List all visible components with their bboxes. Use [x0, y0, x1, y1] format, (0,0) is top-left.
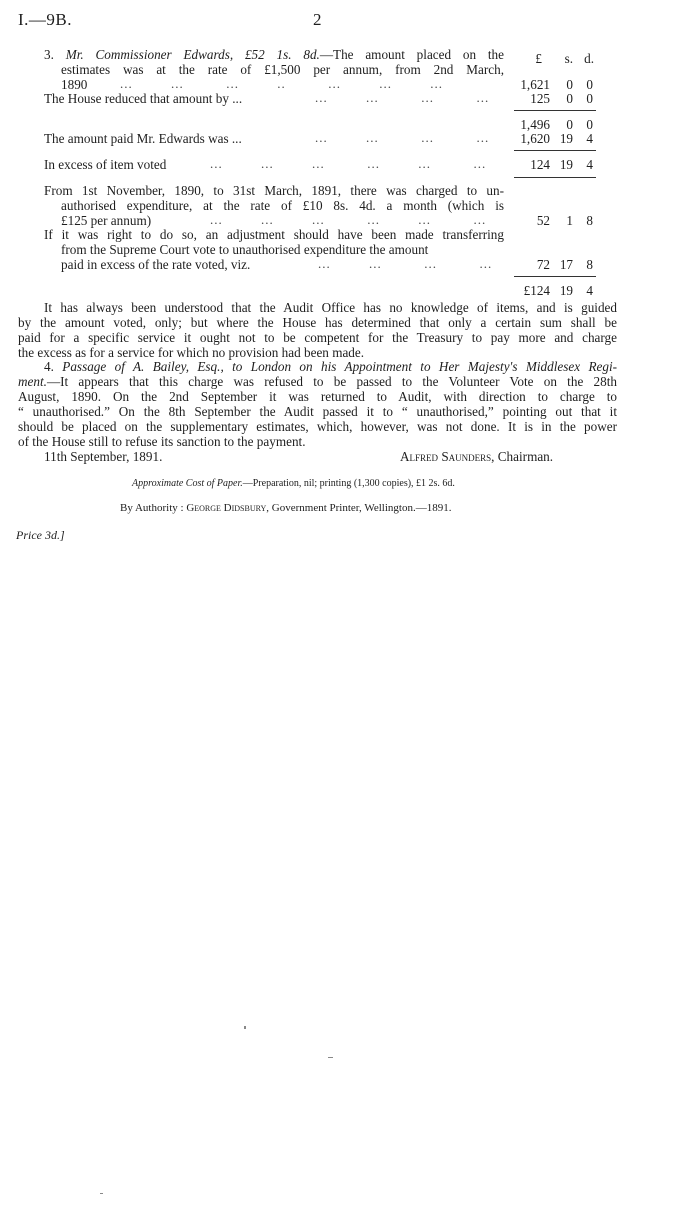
cost-text: —Preparation, nil; printing (1,300 copies), £1 2s. 6d. — [242, 478, 455, 489]
item3-title: Mr. Commissioner Edwards, £52 1s. 8d. — [65, 47, 320, 62]
cost-note — [132, 476, 455, 491]
item3-text-8: authorised expenditure, at the rate of £10 8s. 4d. a month (which is — [61, 198, 504, 213]
paragraph-line: It has always been understood that the Audit Office has no knowledge of items, and is guided — [44, 300, 617, 315]
item4-line: August, 1890. On the 2nd September it was returned to Audit, with direction to charge to — [18, 389, 617, 404]
signatory-name: Alfred Saunders — [400, 449, 492, 464]
amount-pounds: 72 — [536, 257, 550, 272]
item4-title-cont: ment. — [18, 374, 47, 389]
item3-heading-line — [44, 47, 504, 62]
paragraph-line: by the amount voted, only; but where the House has determined that only a certain sum shall be — [18, 315, 617, 330]
leader-dots: ... ... ... ... ... ... — [210, 212, 487, 227]
amount-pounds: 1,496 — [520, 117, 550, 132]
item3-text-2: estimates was at the rate of £1,500 per annum, from 2nd March, — [61, 62, 504, 77]
item3-text-6: In excess of item voted — [44, 157, 167, 172]
leader-dots: ... ... ... ... — [315, 90, 490, 105]
amount-shillings: 0 — [566, 91, 573, 106]
signature-date: 11th September, 1891. — [44, 449, 163, 464]
scan-speck — [244, 1026, 246, 1029]
item4-text: —It appears that this charge was refused to be passed to the Volunteer Vote on the 28th — [46, 374, 617, 389]
authority-line — [120, 501, 451, 516]
item3-text-4: The House reduced that amount by ... — [44, 91, 243, 106]
cost-label: Approximate Cost of Paper. — [132, 478, 243, 489]
amount-pence: 0 — [586, 91, 593, 106]
item3-text-3: 1890 — [61, 77, 88, 92]
item3-text-12: paid in excess of the rate voted, viz. — [61, 257, 251, 272]
shillings-heading: s. — [564, 51, 573, 66]
amount-pence: 8 — [586, 257, 593, 272]
sum-rule — [514, 177, 596, 178]
leader-dots: ... ... ... ... — [315, 130, 490, 145]
amount-pence: 4 — [586, 131, 593, 146]
amount-shillings: 0 — [566, 77, 573, 92]
amount-pence: 4 — [586, 157, 593, 172]
signatory-role: , Chairman. — [491, 449, 554, 464]
item4-line — [18, 374, 617, 389]
sum-rule — [514, 110, 596, 111]
signature — [400, 449, 553, 464]
item3-text-10: If it was right to do so, an adjustment should have been made transferring — [44, 227, 504, 242]
item3-number: 3. — [44, 47, 54, 62]
amount-shillings: 19 — [559, 157, 573, 172]
scan-speck — [100, 1193, 103, 1194]
amount-pounds: 52 — [536, 213, 550, 228]
scan-speck — [328, 1057, 333, 1058]
item4-number: 4. — [44, 359, 54, 374]
paragraph-line: the excess as for a service for which no provision had been made. — [18, 345, 365, 360]
amount-pence: 0 — [586, 77, 593, 92]
amount-pounds: £124 — [523, 283, 550, 298]
amount-shillings: 0 — [566, 117, 573, 132]
item4-heading-line — [44, 359, 617, 374]
amount-pence: 4 — [586, 283, 593, 298]
amount-pounds: 1,621 — [520, 77, 550, 92]
item3-text-9: £125 per annum) — [61, 213, 152, 228]
item4-line: should be placed on the supplementary estimates, which, however, was not done. It is in the power — [18, 419, 617, 434]
leader-dots: ... ... ... .. ... ... ... — [120, 76, 443, 91]
price — [16, 528, 65, 543]
pounds-heading: £ — [535, 51, 542, 66]
amount-pounds: 125 — [530, 91, 550, 106]
sum-rule — [514, 276, 596, 277]
amount-pounds: 124 — [530, 157, 550, 172]
item3-text-1: —The amount placed on the — [319, 47, 504, 62]
amount-pence: 0 — [586, 117, 593, 132]
amount-shillings: 19 — [559, 283, 573, 298]
amount-pounds: 1,620 — [520, 131, 550, 146]
page-number: 2 — [313, 10, 322, 29]
authority-rest: , Government Printer, Wellington.—1891. — [266, 502, 452, 514]
item4-line: of the House still to refuse its sanction to the payment. — [18, 434, 306, 449]
pence-heading: d. — [584, 51, 594, 66]
item3-text-11: from the Supreme Court vote to unauthorised expenditure the amount — [61, 242, 429, 257]
item3-text-5: The amount paid Mr. Edwards was ... — [44, 131, 242, 146]
printer-name: George Didsbury — [186, 502, 267, 514]
authority-label: By Authority : — [120, 502, 187, 514]
leader-dots: ... ... ... ... — [318, 256, 493, 271]
item4-title: Passage of A. Bailey, Esq., to London on his Appointment to Her Majesty's Middlesex Regi- — [62, 359, 618, 374]
paragraph-line: paid for a specific service it ought not to be competent for the Treasury to pay more and charge — [18, 330, 617, 345]
leader-dots: ... ... ... ... ... ... — [210, 156, 487, 171]
item4-line: “ unauthorised.” On the 8th September the Audit passed it to “ unauthorised,” pointing out that it — [18, 404, 617, 419]
page-reference: I.—9B. — [18, 10, 72, 29]
amount-shillings: 1 — [566, 213, 573, 228]
price-text: Price 3d.] — [16, 528, 65, 542]
item3-text-7: From 1st November, 1890, to 31st March, 1891, there was charged to un- — [44, 183, 504, 198]
amount-shillings: 17 — [559, 257, 573, 272]
sum-rule — [514, 150, 596, 151]
amount-shillings: 19 — [559, 131, 573, 146]
amount-pence: 8 — [586, 213, 593, 228]
